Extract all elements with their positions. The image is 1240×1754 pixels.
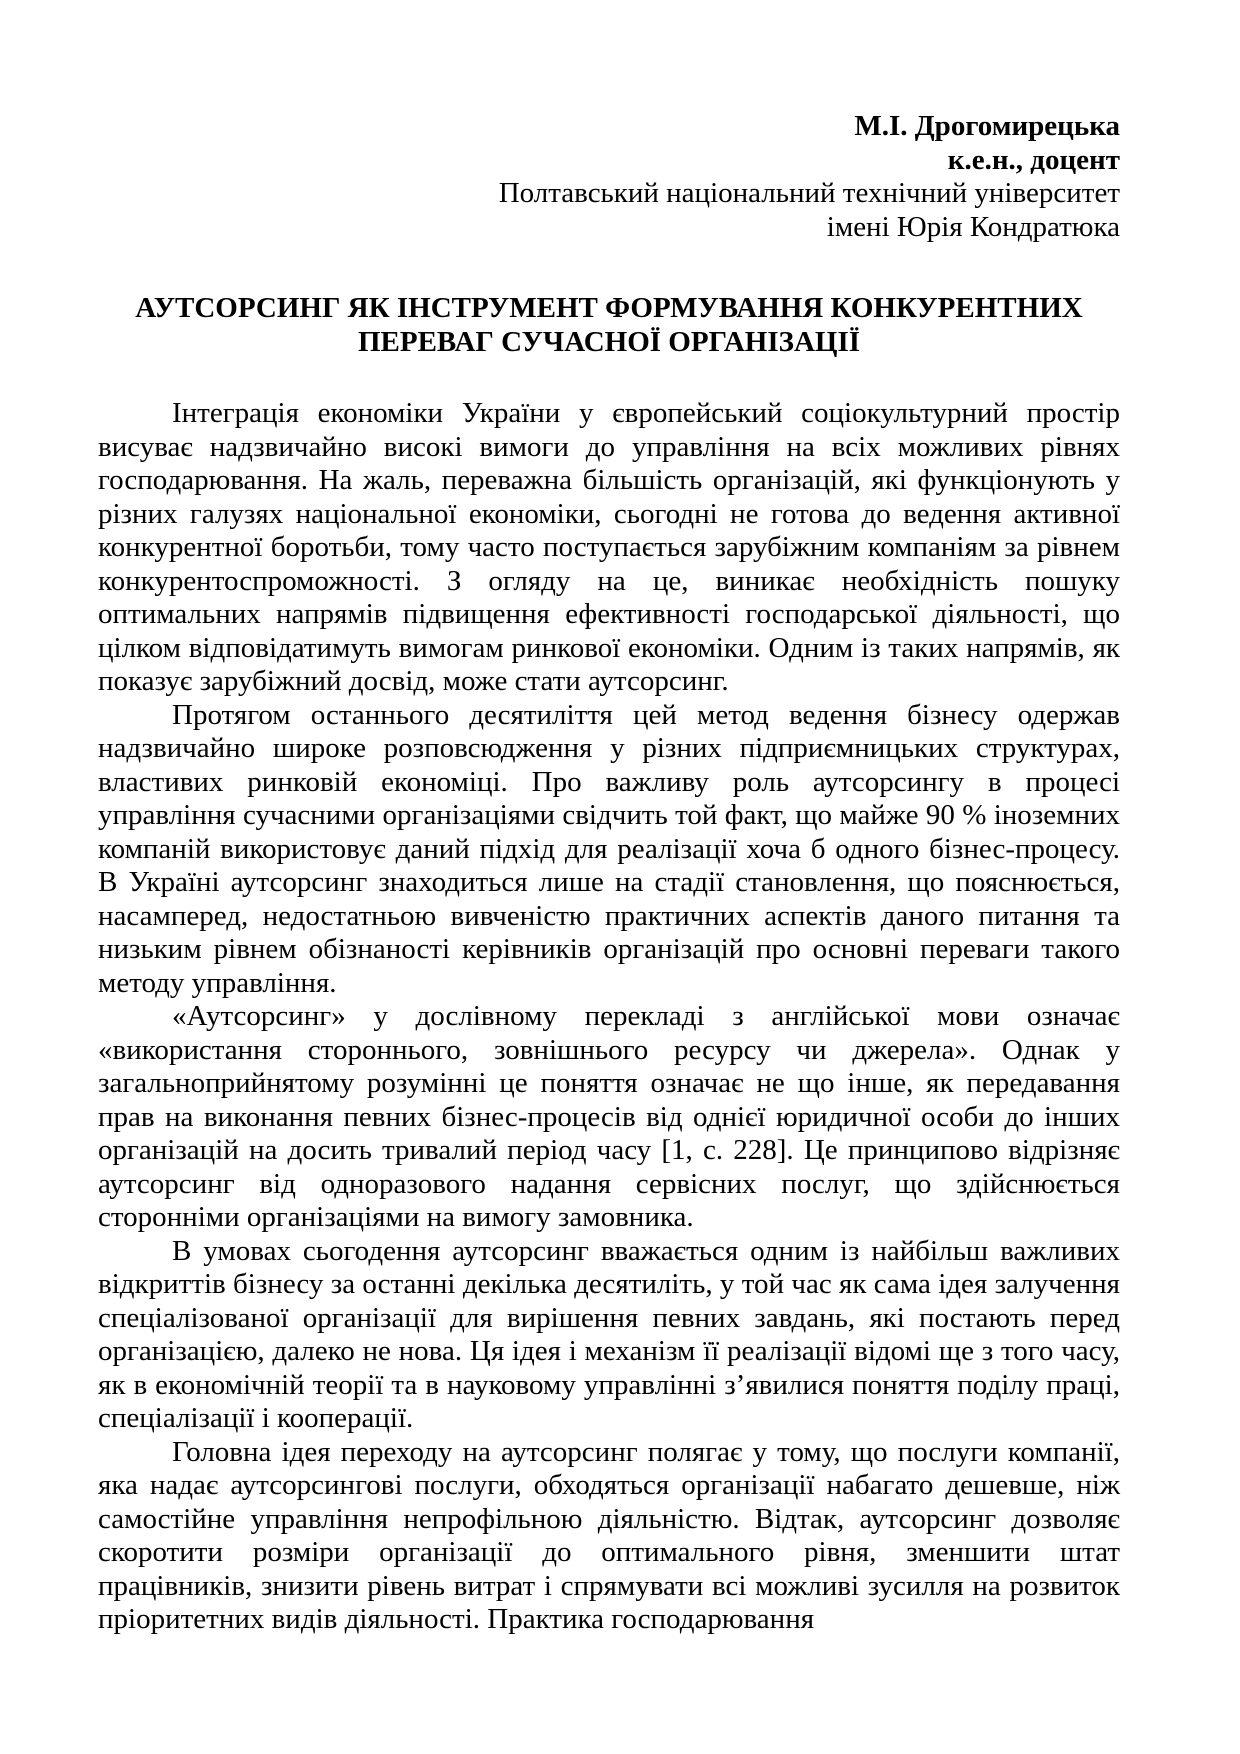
article-body [98, 397, 1120, 1637]
affiliation-line-1: Полтавський національний технічний університет [498, 177, 1120, 209]
body-paragraph-2: Протягом останнього десятиліття цей метод ведення бізнесу одержав надзвичайно широке розповсюдження у різних підприємницьких структурах, властивих ринковій економіці. Про важливу роль аутсорсингу в процесі управління сучасними організаціями свідчить той факт, що майже 90 % іноземних компаній використовує даний підхід для реалізації хоча б одного бізнес-процесу. В Україні аутсорсинг знаходиться лише на стадії становлення, що пояснюється, насамперед, недостатньою вивченістю практичних аспектів даного питання та низьким рівнем обізнаності керівників організацій про основні переваги такого методу управління. [98, 698, 1120, 999]
article-title [98, 292, 1120, 359]
article-title-line-2: ПЕРЕВАГ СУЧАСНОЇ ОРГАНІЗАЦІЇ [357, 325, 861, 358]
affiliation-line-2: імені Юрія Кондратюка [826, 210, 1120, 243]
body-paragraph-5: Головна ідея переходу на аутсорсинг полягає у тому, що послуги компанії, яка надає аутсорсингові послуги, обходяться організації набагато дешевше, ніж самостійне управління непрофільною діяльністю. Відтак, аутсорсинг дозволяє скоротити розміри організації до оптимального рівня, зменшити штат працівників, знизити рівень витрат і спрямувати всі можливі зусилля на розвиток пріоритетних видів діяльності. Практика господарювання [98, 1435, 1120, 1635]
article-title-line-1: АУТСОРСИНГ ЯК ІНСТРУМЕНТ ФОРМУВАННЯ КОНКУРЕНТНИХ [135, 292, 1083, 324]
body-paragraph-3: «Аутсорсинг» у дослівному перекладі з англійської мови означає «використання стороннього, зовнішнього ресурсу чи джерела». Однак у загальноприйнятому розумінні це поняття означає не що інше, як передавання прав на виконання певних бізнес-процесів від однієї юридичної особи до інших організацій на досить тривалий період часу [1, с. 228]. Це принципово відрізняє аутсорсинг від одноразового надання сервісних послуг, що здійснюється сторонніми організаціями на вимогу замовника. [98, 1000, 1120, 1233]
author-degree: к.е.н., доцент [947, 143, 1120, 176]
author-block [98, 110, 1120, 244]
body-paragraph-4: В умовах сьогодення аутсорсинг вважається одним із найбільш важливих відкриттів бізнесу за останні декілька десятиліть, у той час як сама ідея залучення спеціалізованої організації для вирішення певних завдань, які постають перед організацією, далеко не нова. Ця ідея і механізм її реалізації відомі ще з того часу, як в економічній теорії та в науковому управлінні з’явилися поняття поділу праці, спеціалізації і кооперації. [98, 1234, 1120, 1434]
author-name: М.І. Дрогомирецька [854, 110, 1120, 142]
body-paragraph-1: Інтеграція економіки України у європейський соціокультурний простір висуває надзвичайно високі вимоги до управління на всіх можливих рівнях господарювання. На жаль, переважна більшість організацій, які функціонують у різних галузях національної економіки, сьогодні не готова до ведення активної конкурентної боротьби, тому часто поступається зарубіжним компаніям за рівнем конкурентоспроможності. З огляду на це, виникає необхідність пошуку оптимальних напрямів підвищення ефективності господарської діяльності, що цілком відповідатимуть вимогам ринкової економіки. Одним із таких напрямів, як показує зарубіжний досвід, може стати аутсорсинг. [98, 397, 1120, 697]
